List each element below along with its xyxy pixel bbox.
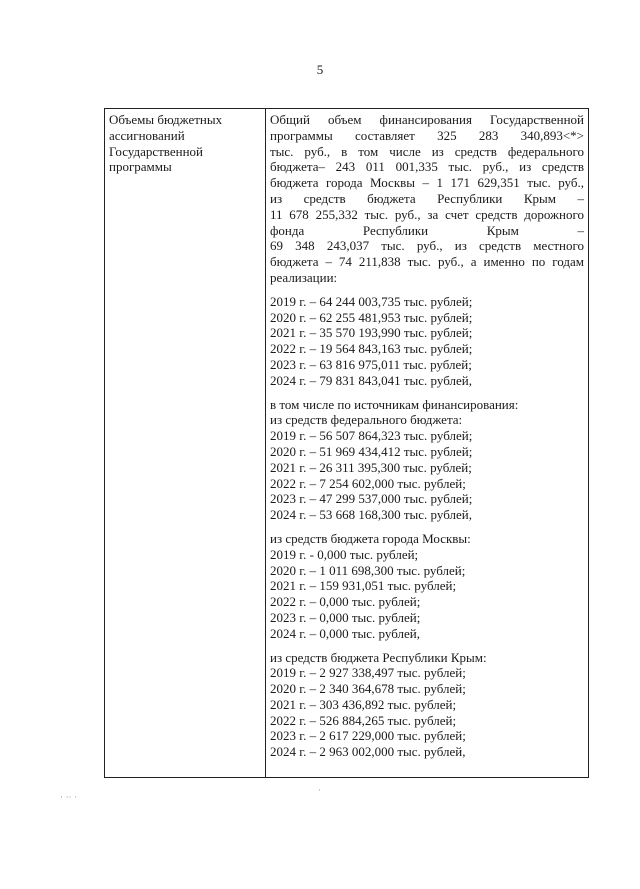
- federal-year-line: 2024 г. – 53 668 168,300 тыс. рублей,: [270, 507, 472, 523]
- intro-line: бюджета– 243 011 001,335 тыс. руб., из средств: [270, 159, 584, 175]
- crimea-heading: из средств бюджета Республики Крым:: [270, 649, 487, 665]
- federal-budget-section: [270, 397, 584, 523]
- intro-line: бюджета города Москвы – 1 171 629,351 тыс. руб.,: [270, 175, 584, 191]
- year-total-line: 2023 г. – 63 816 975,011 тыс. рублей;: [270, 356, 472, 372]
- moscow-year-line: 2024 г. – 0,000 тыс. рублей,: [270, 625, 420, 641]
- crimea-budget-section: [270, 650, 584, 761]
- federal-year-line: 2019 г. – 56 507 864,323 тыс. рублей;: [270, 428, 473, 444]
- federal-year-line: 2021 г. – 26 311 395,300 тыс. рублей;: [270, 459, 472, 475]
- intro-line: 69 348 243,037 тыс. руб., из средств местного: [270, 238, 584, 254]
- moscow-year-line: 2019 г. - 0,000 тыс. рублей;: [270, 546, 419, 562]
- crimea-year-line: 2024 г. – 2 963 002,000 тыс. рублей,: [270, 744, 466, 760]
- intro-line: фонда Республики Крым –: [270, 222, 584, 238]
- year-total-line: 2019 г. – 64 244 003,735 тыс. рублей;: [270, 293, 473, 309]
- row-label: Объемы бюджетных ассигнований Государственной программы: [109, 112, 223, 175]
- financing-intro: [270, 112, 584, 286]
- intro-line: из средств бюджета Республики Крым –: [270, 190, 584, 206]
- year-total-line: 2020 г. – 62 255 481,953 тыс. рублей;: [270, 309, 473, 325]
- intro-line: бюджета – 74 211,838 тыс. руб., а именно по годам: [270, 254, 584, 270]
- crimea-year-line: 2020 г. – 2 340 364,678 тыс. рублей;: [270, 681, 466, 697]
- crimea-year-line: 2019 г. – 2 927 338,497 тыс. рублей;: [270, 665, 466, 681]
- year-total-line: 2021 г. – 35 570 193,990 тыс. рублей;: [270, 325, 473, 341]
- budget-allocations-table: [104, 108, 589, 778]
- intro-line: 11 678 255,332 тыс. руб., за счет средств дорожного: [270, 206, 584, 222]
- crimea-year-line: 2021 г. – 303 436,892 тыс. рублей;: [270, 696, 457, 712]
- moscow-heading: из средств бюджета города Москвы:: [270, 530, 471, 546]
- scan-noise: · ·· ·: [60, 793, 78, 803]
- sources-heading: в том числе по источникам финансирования:: [270, 396, 519, 412]
- moscow-year-line: 2023 г. – 0,000 тыс. рублей;: [270, 609, 421, 625]
- table-row: [105, 109, 589, 778]
- row-content-cell: [266, 109, 589, 778]
- year-total-line: 2024 г. – 79 831 843,041 тыс. рублей,: [270, 372, 472, 388]
- moscow-year-line: 2020 г. – 1 011 698,300 тыс. рублей;: [270, 562, 466, 578]
- row-label-cell: [105, 109, 266, 778]
- moscow-year-line: 2021 г. – 159 931,051 тыс. рублей;: [270, 578, 457, 594]
- federal-year-line: 2023 г. – 47 299 537,000 тыс. рублей;: [270, 491, 473, 507]
- intro-line: программы составляет 325 283 340,893<*>: [270, 127, 584, 143]
- page-number: 5: [316, 62, 324, 77]
- year-total-line: 2022 г. – 19 564 843,163 тыс. рублей;: [270, 341, 473, 357]
- scan-noise: ·: [318, 786, 321, 796]
- crimea-year-line: 2023 г. – 2 617 229,000 тыс. рублей;: [270, 728, 466, 744]
- intro-line: Общий объем финансирования Государственной: [270, 112, 584, 127]
- crimea-year-line: 2022 г. – 526 884,265 тыс. рублей;: [270, 712, 457, 728]
- federal-heading: из средств федерального бюджета:: [270, 412, 463, 428]
- moscow-year-line: 2022 г. – 0,000 тыс. рублей;: [270, 594, 421, 610]
- totals-by-year: [270, 294, 584, 389]
- moscow-budget-section: [270, 531, 584, 642]
- federal-year-line: 2020 г. – 51 969 434,412 тыс. рублей;: [270, 443, 473, 459]
- federal-year-line: 2022 г. – 7 254 602,000 тыс. рублей;: [270, 475, 466, 491]
- intro-line: тыс. руб., в том числе из средств федерального: [270, 143, 584, 159]
- intro-line: реализации:: [270, 269, 338, 285]
